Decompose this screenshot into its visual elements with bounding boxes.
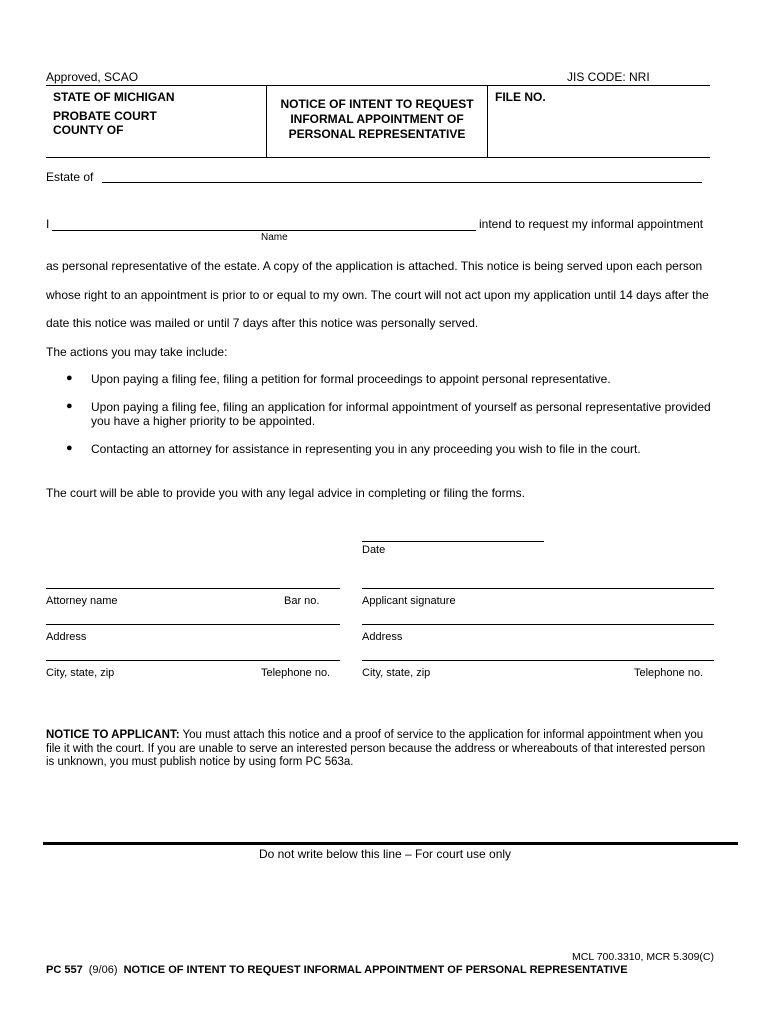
applicant-signature-line[interactable] — [362, 588, 714, 589]
bullet-icon: ● — [66, 400, 73, 412]
footer-form-line — [46, 964, 628, 976]
body-line: date this notice was mailed or until 7 days after this notice was personally served. — [46, 316, 479, 330]
header-divider-right — [487, 85, 488, 157]
citation: MCL 700.3310, MCR 5.309(C) — [572, 951, 715, 963]
notice-label: NOTICE TO APPLICANT: — [46, 729, 180, 741]
intent-prefix: I — [46, 217, 50, 231]
jis-code: JIS CODE: NRI — [567, 70, 650, 84]
notice-text: You must attach this notice and a proof of service to the application for informal appointment when you file it with the court. If you are unable to serve an interested person because the address or whereabouts of that interested person is unknown, you must publish notice by using form PC 563a. — [46, 729, 706, 768]
city-left-label: City, state, zip — [46, 667, 115, 679]
bullet-text: Upon paying a filing fee, filing an application for informal appointment of yourself as personal representative provided you have a higher priority to be appointed. — [91, 400, 711, 428]
estate-name-field[interactable] — [102, 168, 702, 183]
phone-left-label: Telephone no. — [261, 667, 331, 679]
form-date: (9/06) — [88, 964, 118, 976]
body-line: as personal representative of the estate. A copy of the application is attached. This notice is being served upon each person — [46, 259, 703, 273]
bullet-icon: ● — [66, 442, 73, 454]
bullet-text: Contacting an attorney for assistance in representing you in any proceeding you wish to file in the court. — [91, 442, 641, 456]
notice-to-applicant — [46, 729, 716, 770]
file-no-label: FILE NO. — [495, 90, 546, 104]
court-label: PROBATE COURT — [53, 109, 157, 123]
court-advice-text: The court will be able to provide you with any legal advice in completing or filing the forms. — [46, 486, 525, 500]
city-right-label: City, state, zip — [362, 667, 431, 679]
form-title-line: INFORMAL APPOINTMENT OF — [290, 112, 464, 126]
county-label: COUNTY OF — [53, 123, 124, 137]
date-label: Date — [362, 544, 386, 556]
applicant-signature-label: Applicant signature — [362, 595, 456, 607]
form-title-line: PERSONAL REPRESENTATIVE — [288, 127, 466, 141]
body-line: whose right to an appointment is prior to or equal to my own. The court will not act upon my application until 14 days after the — [46, 288, 709, 302]
county-field[interactable] — [130, 120, 260, 136]
form-title — [268, 97, 486, 142]
address-right-line[interactable] — [362, 624, 714, 625]
intent-suffix: intend to request my informal appointment — [479, 217, 704, 231]
bar-no-label: Bar no. — [284, 595, 320, 607]
bullet-icon: ● — [66, 372, 73, 384]
name-caption: Name — [261, 232, 288, 243]
form-title-line: NOTICE OF INTENT TO REQUEST — [280, 97, 474, 111]
state-label: STATE OF MICHIGAN — [53, 90, 175, 104]
estate-label: Estate of — [46, 170, 94, 184]
file-no-field[interactable] — [555, 88, 705, 106]
court-use-rule — [43, 842, 738, 845]
bullet-text: Upon paying a filing fee, filing a petition for formal proceedings to appoint personal representative. — [91, 372, 611, 386]
court-use-label: Do not write below this line – For court use only — [258, 847, 512, 861]
address-right-label: Address — [362, 631, 403, 643]
address-left-line[interactable] — [46, 624, 340, 625]
city-right-line[interactable] — [362, 660, 714, 661]
footer-form-title: NOTICE OF INTENT TO REQUEST INFORMAL APPOINTMENT OF PERSONAL REPRESENTATIVE — [123, 964, 628, 976]
attorney-name-line[interactable] — [46, 588, 340, 589]
approved-label: Approved, SCAO — [46, 70, 139, 84]
address-left-label: Address — [46, 631, 87, 643]
date-line[interactable] — [362, 541, 544, 542]
header-divider-left — [266, 85, 267, 157]
attorney-name-label: Attorney name — [46, 595, 118, 607]
form-number: PC 557 — [46, 964, 83, 976]
city-left-line[interactable] — [46, 660, 340, 661]
header-top-rule — [46, 85, 710, 86]
actions-heading: The actions you may take include: — [46, 345, 228, 359]
applicant-name-field[interactable] — [52, 216, 476, 231]
header-bottom-rule — [46, 157, 710, 158]
phone-right-label: Telephone no. — [634, 667, 704, 679]
